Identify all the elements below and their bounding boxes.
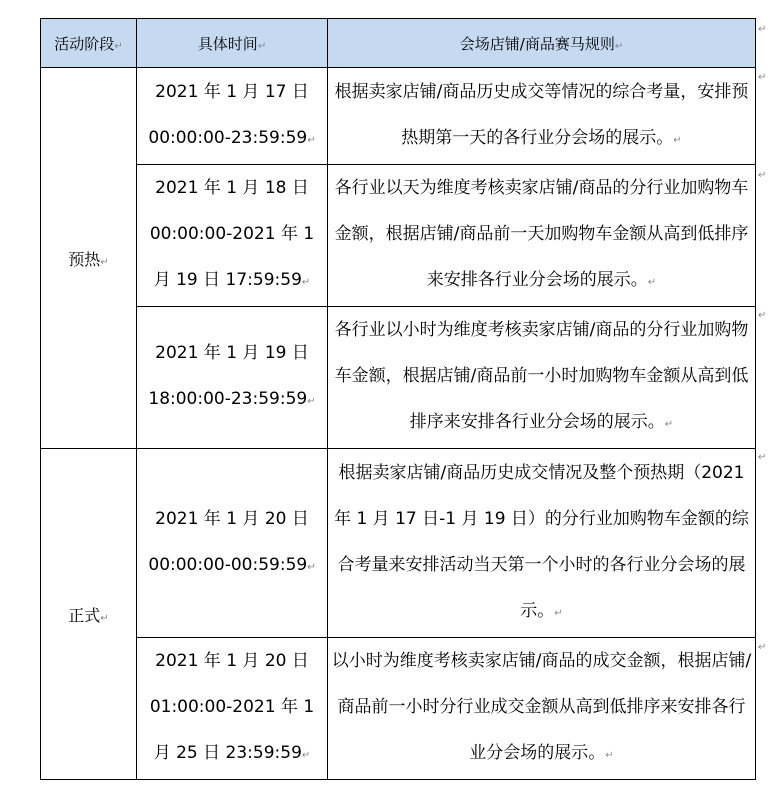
paragraph-mark: ↵ xyxy=(664,419,674,430)
table-row xyxy=(41,449,756,638)
rule-cell: 根据卖家店铺/商品历史成交等情况的综合考量，安排预热期第一天的各行业分会场的展示。↵ xyxy=(328,68,756,165)
row-end-mark: ↵ xyxy=(758,72,767,83)
paragraph-mark: ↵ xyxy=(100,256,109,268)
paragraph-mark: ↵ xyxy=(673,134,682,146)
row-end-mark: ↵ xyxy=(758,642,767,653)
table-row xyxy=(41,307,756,449)
paragraph-mark: ↵ xyxy=(605,750,614,761)
table-row xyxy=(41,638,756,780)
paragraph-mark: ↵ xyxy=(114,40,123,52)
rule-cell: 各行业以天为维度考核卖家店铺/商品的分行业加购物车金额，根据店铺/商品前一天加购物车金额从高到低排序来安排各行业分会场的展示。↵ xyxy=(328,165,756,307)
rule-cell: 根据卖家店铺/商品历史成交情况及整个预热期（2021 年 1 月 17 日-1 月 19 日）的分行业加购物车金额的综合考量来安排活动当天第一个小时的各行业分会场的展示。↵ xyxy=(328,449,756,638)
row-end-mark: ↵ xyxy=(758,170,767,181)
row-end-mark: ↵ xyxy=(758,24,767,35)
paragraph-mark: ↵ xyxy=(307,134,316,146)
time-cell: 2021 年 1 月 19 日 18:00:00-23:59:59↵ xyxy=(137,307,328,449)
paragraph-mark: ↵ xyxy=(100,612,109,624)
rule-cell: 各行业以小时为维度考核卖家店铺/商品的分行业加购物车金额，根据店铺/商品前一小时加购物车金额从高到低排序来安排各行业分会场的展示。↵ xyxy=(328,307,756,449)
time-cell: 2021 年 1 月 20 日 01:00:00-2021 年 1 月 25 日 23:59:59↵ xyxy=(137,638,328,780)
paragraph-mark: ↵ xyxy=(301,277,311,288)
paragraph-mark: ↵ xyxy=(647,277,657,288)
paragraph-mark: ↵ xyxy=(257,40,267,52)
header-row xyxy=(41,19,756,68)
paragraph-mark: ↵ xyxy=(307,396,316,407)
activity-schedule-table xyxy=(40,18,756,780)
header-time: 具体时间↵ xyxy=(137,19,328,68)
paragraph-mark: ↵ xyxy=(614,40,624,52)
paragraph-mark: ↵ xyxy=(307,561,316,573)
paragraph-mark: ↵ xyxy=(301,750,311,761)
row-end-mark: ↵ xyxy=(758,452,767,463)
time-cell: 2021 年 1 月 20 日 00:00:00-00:59:59↵ xyxy=(137,449,328,638)
paragraph-mark: ↵ xyxy=(554,607,563,619)
stage-cell-official: 正式↵ xyxy=(41,449,137,780)
rule-cell: 以小时为维度考核卖家店铺/商品的成交金额，根据店铺/商品前一小时分行业成交金额从高到低排序来安排各行业分会场的展示。↵ xyxy=(328,638,756,780)
header-stage: 活动阶段↵ xyxy=(41,19,137,68)
row-end-mark: ↵ xyxy=(758,310,767,321)
stage-cell-preheat: 预热↵ xyxy=(41,68,137,449)
time-cell: 2021 年 1 月 17 日 00:00:00-23:59:59↵ xyxy=(137,68,328,165)
table-row xyxy=(41,68,756,165)
time-cell: 2021 年 1 月 18 日 00:00:00-2021 年 1 月 19 日 17:59:59↵ xyxy=(137,165,328,307)
header-rule: 会场店铺/商品赛马规则↵ xyxy=(328,19,756,68)
table-row xyxy=(41,165,756,307)
